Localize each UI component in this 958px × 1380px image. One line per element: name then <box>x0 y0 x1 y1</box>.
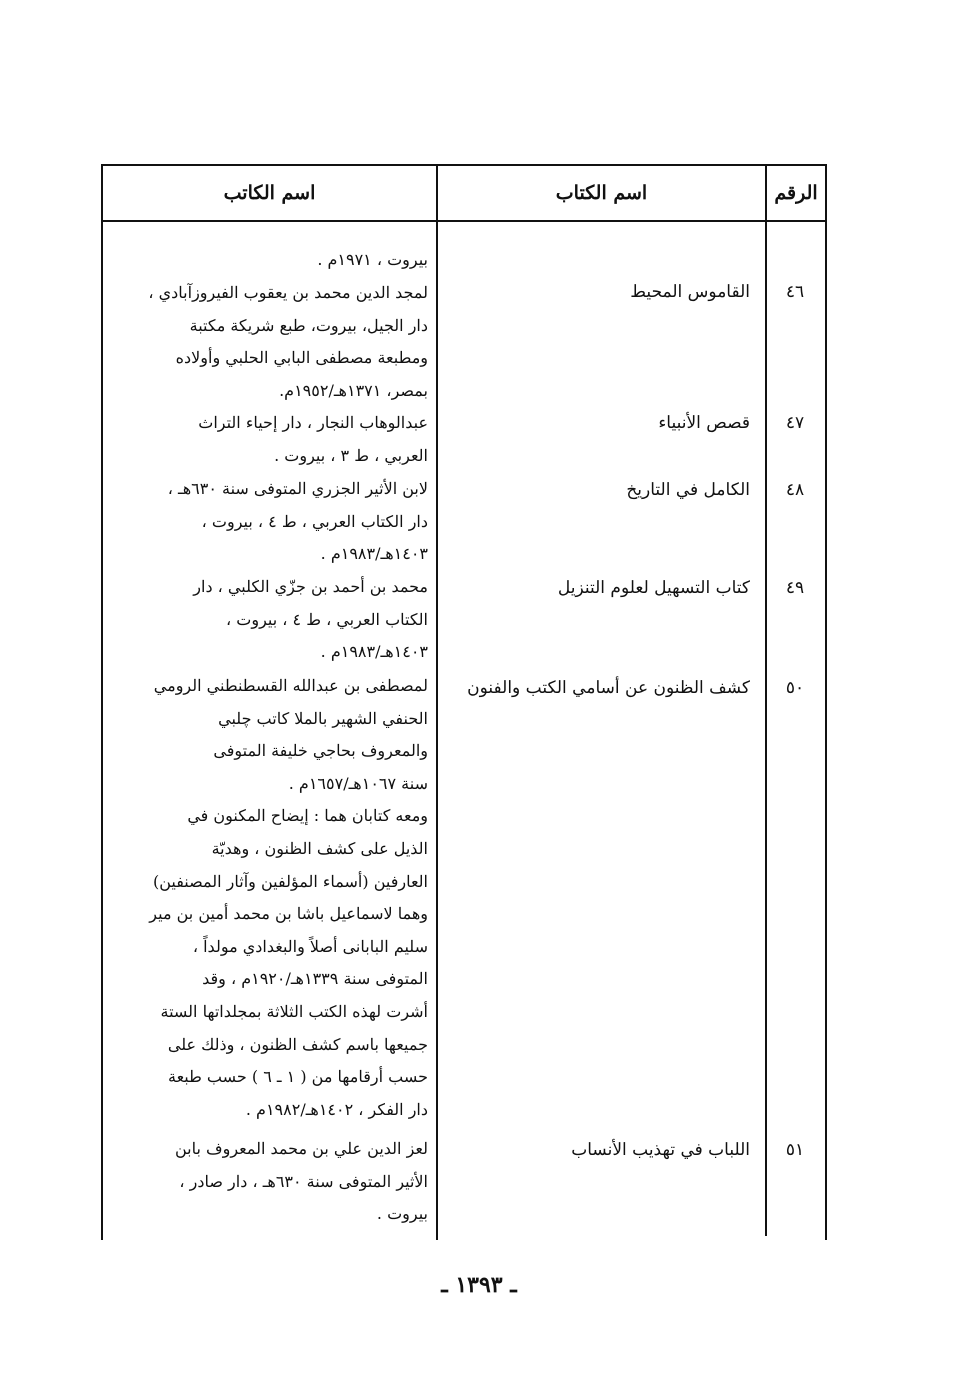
book-title: كشف الظنون عن أسامي الكتب والفنون <box>467 678 750 698</box>
book-title: اللباب في تهذيب الأنساب <box>571 1140 750 1160</box>
row-number: ٤٩ <box>785 578 805 598</box>
row-number: ٥١ <box>785 1140 805 1160</box>
author-line: سنة ١٠٦٧هـ/١٦٥٧م . <box>288 773 428 793</box>
author-cell <box>110 571 428 669</box>
header-divider <box>101 220 827 222</box>
author-line: دار الجيل، بيروت، طبع شريكة مكتبة <box>189 315 428 335</box>
book-title: قصص الأنبياء <box>658 413 750 433</box>
author-line: ومطبعة مصطفى البابي الحلبي وأولاده <box>175 348 428 368</box>
book-title: كتاب التسهيل لعلوم التنزيل <box>557 578 750 598</box>
author-line: العارفين (أسماء المؤلفين وآثار المصنفين) <box>152 871 428 891</box>
header-number: الرقم <box>774 182 818 204</box>
column-divider-number <box>765 164 767 1236</box>
author-line: العربي ، ط ٣ ، بيروت . <box>274 445 428 465</box>
author-line: الحنفي الشهير بالملا كاتب چلبي <box>218 708 428 728</box>
book-title: القاموس المحيط <box>630 282 750 302</box>
author-line: الكتاب العربي ، ط ٤ ، بيروت ، <box>226 609 428 629</box>
author-line: لعز الدين علي بن محمد المعروف بابن <box>174 1139 428 1158</box>
author-line: لمصطفى بن عبدالله القسطنطني الرومي <box>153 676 428 695</box>
author-cell <box>110 244 428 277</box>
row-number: ٤٨ <box>785 480 805 500</box>
author-cell <box>110 473 428 571</box>
author-line: ١٤٠٣هـ/١٩٨٣م . <box>320 642 428 662</box>
author-line: المتوفى سنة ١٣٣٩هـ/١٩٢٠م ، وقد <box>202 969 428 989</box>
author-cell <box>110 1133 428 1231</box>
page-number: ـ ١٣٩٣ ـ <box>441 1272 517 1298</box>
header-book: اسم الكتاب <box>555 182 648 204</box>
author-line: دار الفكر ، ١٤٠٢هـ/١٩٨٢م . <box>245 1099 428 1119</box>
column-divider-book <box>436 164 438 1240</box>
author-line: بيروت . <box>376 1204 428 1224</box>
author-line: الذيل على كشف الظنون ، وهديّة <box>211 838 428 858</box>
author-line: أشرت لهذه الكتب الثلاثة بمجلداتها الستة <box>160 1001 428 1021</box>
author-line: حسب أرقامها من ( ١ ـ ٦ ) حسب طبعة <box>167 1067 428 1087</box>
author-cell <box>110 277 428 407</box>
author-line: دار الكتاب العربي ، ط ٤ ، بيروت ، <box>201 511 428 531</box>
author-line: وهما لاسماعيل باشا بن محمد أمين بن مير <box>149 904 428 924</box>
author-line: لمجد الدين محمد بن يعقوب الفيروزآبادي ، <box>148 283 428 302</box>
author-line: الأثير المتوفى سنة ٦٣٠هـ ، دار صادر ، <box>179 1171 428 1191</box>
author-cell <box>110 670 428 1126</box>
row-number: ٤٧ <box>785 413 805 433</box>
author-line: ومعه كتابان هما : إيضاح المكنون في <box>187 806 428 826</box>
author-cell <box>110 407 428 472</box>
author-line: ١٤٠٣هـ/١٩٨٣م . <box>320 544 428 564</box>
author-line: جميعها باسم كشف الظنون ، وذلك على <box>167 1034 428 1054</box>
author-line: عبدالوهاب النجار ، دار إحياء التراث <box>198 413 428 432</box>
author-line: سليم البابانى أصلاً والبغدادي مولداً ، <box>192 936 428 956</box>
book-title: الكامل في التاريخ <box>626 480 750 500</box>
row-number: ٤٦ <box>785 282 805 302</box>
author-line: محمد بن أحمد بن جزّي الكلبي ، دار <box>193 577 428 596</box>
row-number: ٥٠ <box>785 678 805 698</box>
author-line: والمعروف بحاجي خليفة المتوفى <box>213 741 428 761</box>
author-line: بيروت ، ١٩٧١م . <box>317 250 428 269</box>
author-line: لابن الأثير الجزري المتوفى سنة ٦٣٠هـ ، <box>167 479 428 498</box>
header-author: اسم الكاتب <box>223 182 316 204</box>
author-line: بمصر، ١٣٧١هـ/١٩٥٢م. <box>279 380 428 400</box>
